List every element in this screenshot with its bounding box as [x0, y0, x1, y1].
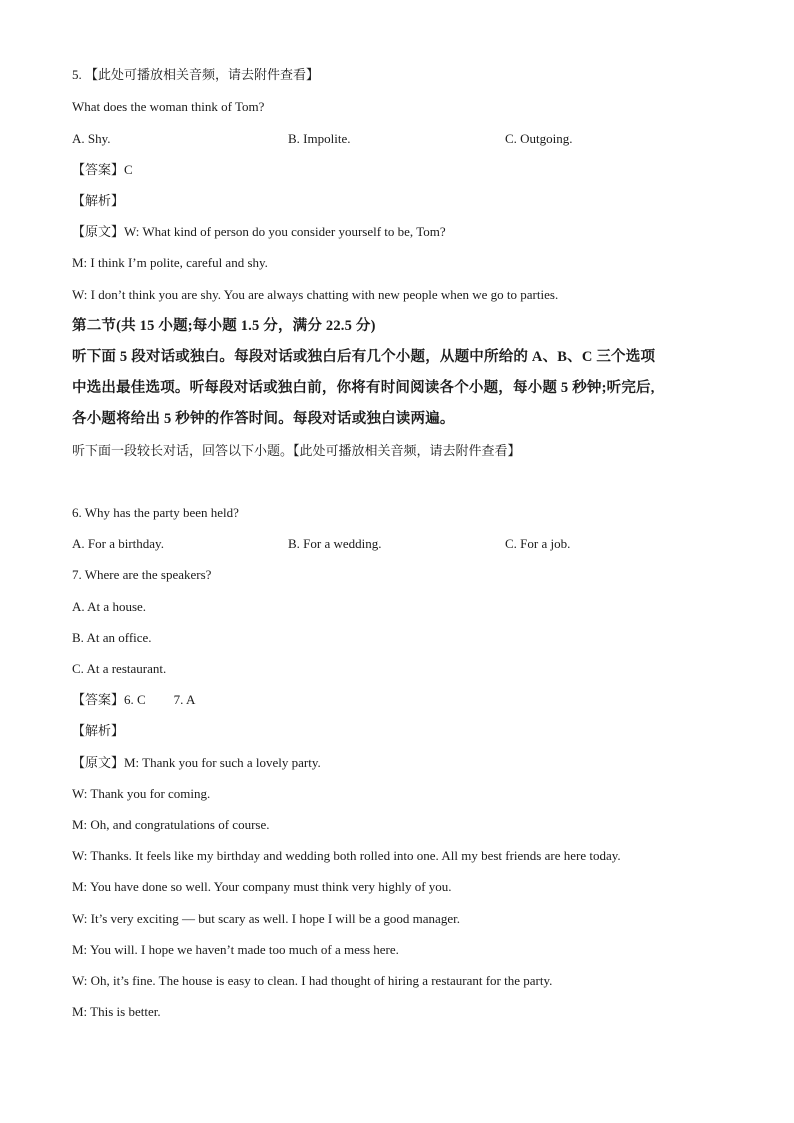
section-title: 第二节(共 15 小题;每小题 1.5 分，满分 22.5 分)	[72, 318, 376, 334]
q5-answer: 【答案】C	[72, 162, 133, 177]
transcript-line: 【原文】M: Thank you for such a lovely party.	[72, 755, 321, 770]
q6-option-c: C. For a job.	[505, 536, 571, 551]
transcript-line: W: It’s very exciting — but scary as well. I hope I will be a good manager.	[72, 911, 460, 926]
q5-header: 5. 【此处可播放相关音频，请去附件查看】	[72, 67, 320, 82]
section-instructions: 听下面 5 段对话或独白。每段对话或独白后有几个小题，从题中所给的 A、B、C 三个选项	[72, 349, 656, 365]
q5-option-a: A. Shy.	[72, 131, 111, 146]
q7-option-b: B. At an office.	[72, 630, 152, 645]
analysis-label: 【解析】	[72, 723, 125, 738]
q7-option-c: C. At a restaurant.	[72, 661, 167, 676]
q6-question: 6. Why has the party been held?	[72, 505, 239, 520]
q7-option-a: A. At a house.	[72, 599, 147, 614]
q5-transcript-line: 【原文】W: What kind of person do you consider yourself to be, Tom?	[72, 224, 446, 239]
transcript-line: M: Oh, and congratulations of course.	[72, 817, 270, 832]
section-instructions: 各小题将给出 5 秒钟的作答时间。每段对话或独白读两遍。	[72, 411, 455, 427]
q5-transcript-line: M: I think I’m polite, careful and shy.	[72, 255, 268, 270]
section-instructions: 中选出最佳选项。听每段对话或独白前，你将有时间阅读各个小题，每小题 5 秒钟;听完后,	[72, 380, 655, 396]
transcript-line: W: Thanks. It feels like my birthday and wedding both rolled into one. All my best friends are here today.	[72, 848, 621, 863]
q5-option-b: B. Impolite.	[288, 131, 351, 146]
q5-analysis-label: 【解析】	[72, 193, 125, 208]
q5-question: What does the woman think of Tom?	[72, 99, 265, 114]
q6-option-b: B. For a wedding.	[288, 536, 382, 551]
section-intro: 听下面一段较长对话，回答以下小题。【此处可播放相关音频，请去附件查看】	[72, 443, 521, 458]
q7-question: 7. Where are the speakers?	[72, 567, 212, 582]
q5-transcript-line: W: I don’t think you are shy. You are always chatting with new people when we go to parties.	[72, 287, 559, 302]
transcript-line: M: You will. I hope we haven’t made too much of a mess here.	[72, 942, 399, 957]
q5-option-c: C. Outgoing.	[505, 131, 573, 146]
transcript-line: W: Thank you for coming.	[72, 786, 211, 801]
transcript-line: M: You have done so well. Your company must think very highly of you.	[72, 879, 452, 894]
q6-option-a: A. For a birthday.	[72, 536, 164, 551]
answers-6-7	[72, 692, 195, 708]
transcript-line: W: Oh, it’s fine. The house is easy to clean. I had thought of hiring a restaurant for the party.	[72, 973, 553, 988]
transcript-line: M: This is better.	[72, 1004, 161, 1019]
answer-7: 7. A	[173, 692, 196, 707]
answer-6: 【答案】6. C	[72, 692, 146, 707]
